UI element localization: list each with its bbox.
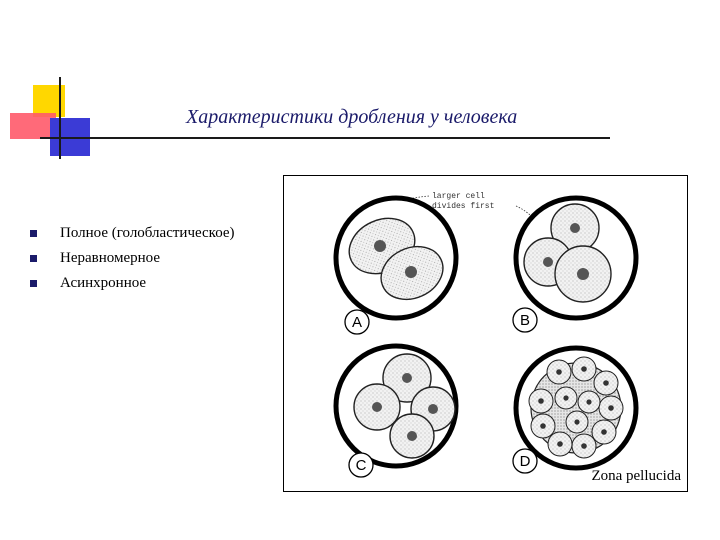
embryo-panel-b bbox=[516, 198, 636, 318]
slide-title: Характеристики дробления у человека bbox=[186, 106, 518, 128]
square-bullet-icon bbox=[30, 255, 37, 262]
panel-label-b: B bbox=[519, 312, 531, 329]
bullet-item bbox=[30, 222, 235, 247]
panel-label-d: D bbox=[519, 453, 531, 470]
embryo-panel-a bbox=[336, 198, 456, 318]
bullet-text: Неравномерное bbox=[60, 250, 160, 266]
panel-label-c: C bbox=[355, 457, 367, 474]
cleavage-illustration bbox=[284, 176, 689, 493]
figure-caption: Zona pellucida bbox=[591, 468, 681, 484]
annotation-line1: larger cell bbox=[432, 192, 485, 201]
bullet-list bbox=[30, 222, 235, 297]
bullet-text: Асинхронное bbox=[60, 275, 147, 291]
bullet-text: Полное (голобластическое) bbox=[60, 225, 235, 241]
decor-vertical-line bbox=[59, 77, 61, 159]
square-bullet-icon bbox=[30, 280, 37, 287]
bullet-item bbox=[30, 247, 235, 272]
bullet-item bbox=[30, 272, 235, 297]
cleavage-figure bbox=[283, 175, 688, 492]
square-bullet-icon bbox=[30, 230, 37, 237]
embryo-panel-d bbox=[516, 348, 636, 468]
panel-label-a: A bbox=[351, 314, 363, 331]
annotation-line2: divides first bbox=[432, 202, 495, 211]
title-underline bbox=[40, 137, 610, 139]
embryo-panel-c bbox=[336, 346, 456, 466]
